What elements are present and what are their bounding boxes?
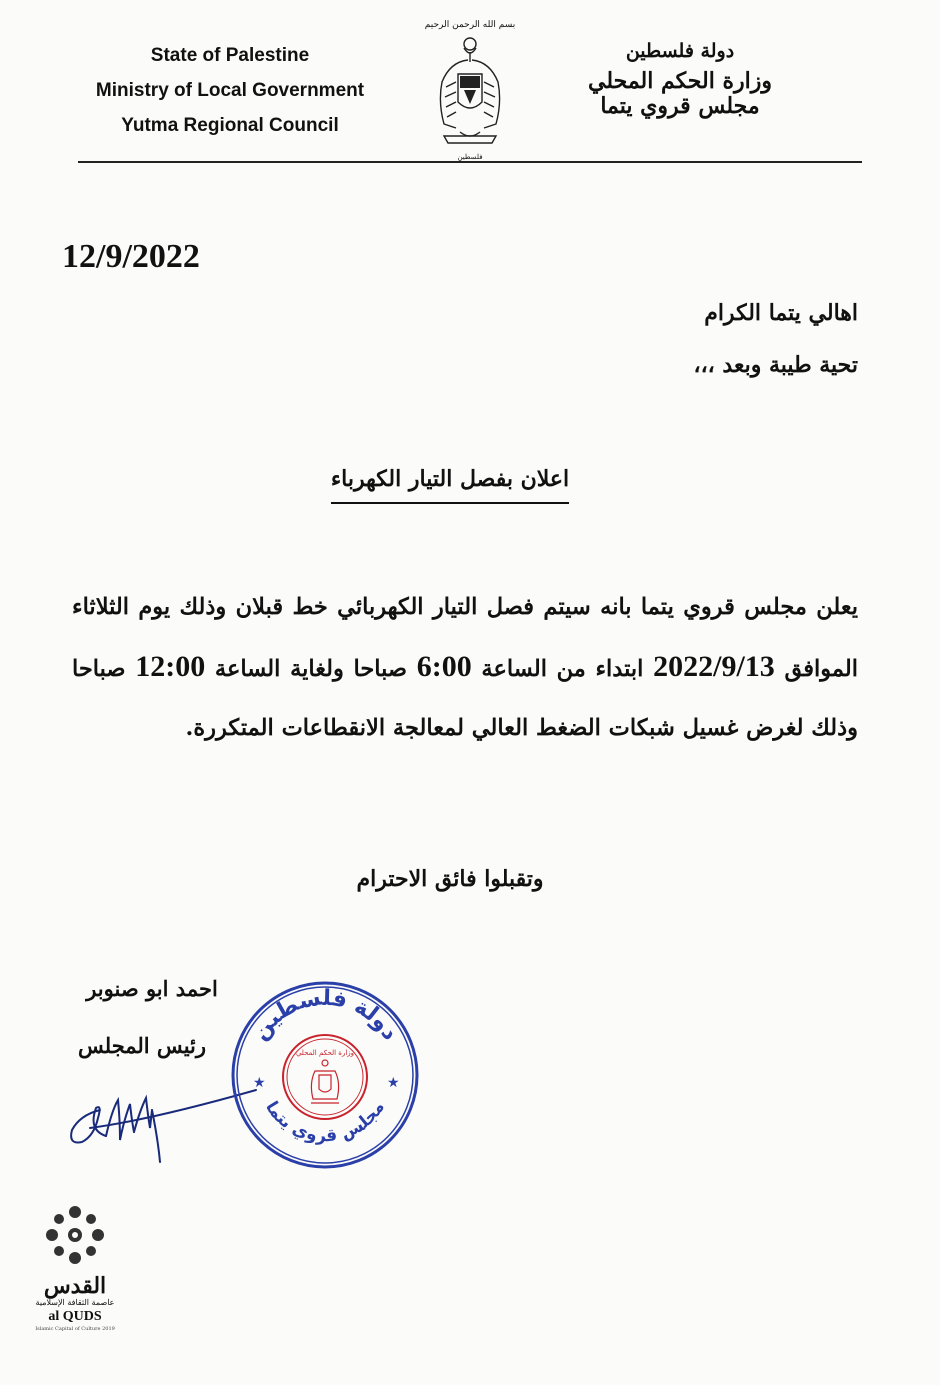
al-quds-ar-sub: عاصمة الثقافة الإسلامية [35, 1298, 115, 1307]
english-letterhead [70, 38, 390, 143]
en-header-line1: State of Palestine [150, 45, 310, 66]
body-part2: ابتداء من الساعة [481, 656, 644, 682]
council-stamp [225, 975, 425, 1175]
header-divider [78, 161, 862, 163]
greeting-line1: اهالي يتما الكرام [704, 300, 858, 326]
stamp-eagle-icon [311, 1060, 339, 1103]
body-part1: يعلن مجلس قروي يتما بانه سيتم فصل التيار الكهربائي خط قبلان وذلك يوم الثلاثاء الموافق [72, 594, 858, 682]
eagle-emblem-icon [430, 32, 510, 147]
al-quds-logo [30, 1200, 120, 1332]
letter-date: 12/9/2022 [62, 238, 200, 275]
body-start-time: 6:00 [416, 650, 472, 683]
emblem-caption: فلسطين [457, 153, 483, 161]
en-header-line2: Ministry of Local Government [95, 80, 365, 101]
stamp-star-right-icon: ★ [387, 1075, 400, 1091]
announcement-subject [300, 466, 600, 492]
svg-text:مجلس قروي يتما [261, 1098, 389, 1147]
en-header-line3: Yutma Regional Council [121, 115, 339, 136]
stamp-outer-bottom: مجلس قروي يتما [261, 1097, 389, 1147]
signatory-title: رئيس المجلس [77, 1033, 207, 1058]
signatory-name: احمد ابو صنوبر [86, 976, 218, 1001]
basmala: بسم الله الرحمن الرحيم [424, 20, 516, 30]
al-quds-flower-icon [40, 1200, 110, 1270]
body-part3: صباحا ولغاية الساعة [214, 656, 408, 682]
palestine-emblem [420, 20, 520, 160]
body-end-time: 12:00 [135, 650, 206, 683]
closing-line: وتقبلوا فائق الاحترام [356, 866, 544, 892]
al-quds-ar-name: القدس [43, 1273, 107, 1299]
al-quds-tiny-caption: Islamic Capital of Culture 2019 [35, 1326, 115, 1332]
ar-header-line1: دولة فلسطين [625, 40, 735, 62]
announcement-body [72, 578, 858, 758]
arabic-letterhead [560, 34, 800, 118]
stamp-star-left-icon: ★ [253, 1075, 266, 1091]
subject-text: اعلان بفصل التيار الكهرباء [331, 466, 569, 504]
greeting-line2: تحية طيبة وبعد ،،، [693, 352, 858, 378]
stamp-outer-top: دولة فلسطين [247, 985, 403, 1045]
body-date-value: 2022/9/13 [653, 650, 775, 683]
body-part4: صباحا وذلك لغرض غسيل شبكات الضغط العالي لمعالجة الانقطاعات المتكررة. [72, 656, 858, 741]
al-quds-en-name: al QUDS [48, 1309, 102, 1324]
stamp-inner-text: وزارة الحكم المحلي [295, 1049, 355, 1057]
ar-header-line3: مجلس قروي يتما [600, 93, 760, 119]
ar-header-line2: وزارة الحكم المحلي [588, 68, 772, 94]
